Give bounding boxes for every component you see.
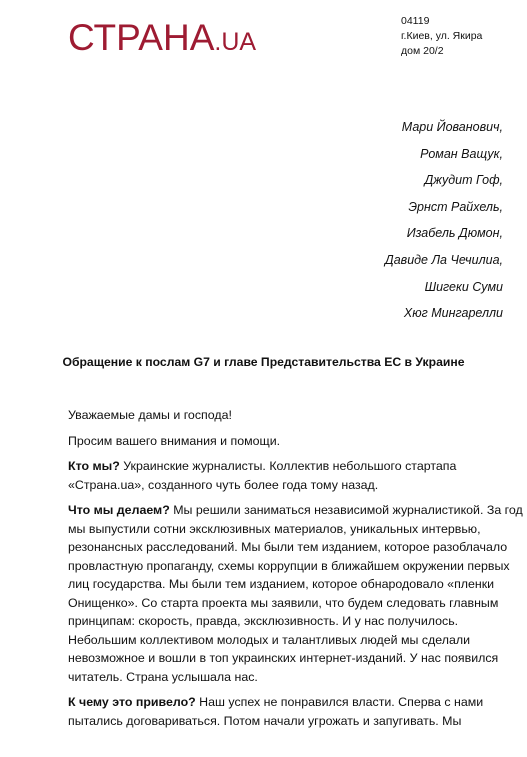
paragraph-line: провластную пропаганду, схемы коррупции в ближайшем окружении первых — [68, 558, 510, 573]
paragraph-line: пытались договариваться. Потом начали угрожать и запугивать. Мы — [68, 713, 462, 728]
who-paragraph — [68, 457, 512, 494]
paragraph-line: лиц государства. Мы были тем изданием, которое обнародовало «пленки — [68, 577, 495, 591]
recipient-name: Мари Йованович, — [401, 120, 503, 134]
paragraph-line: невозможное и вошли в топ украинских интернет-изданий. У нас появился — [68, 651, 499, 665]
paragraph-line: Небольшим коллективом молодых и талантливых людей мы сделали — [68, 632, 471, 647]
address-line: 04119 — [401, 15, 430, 27]
greeting-text: Уважаемые дамы и господа! — [68, 408, 232, 422]
recipient-name: Джудит Гоф, — [424, 173, 503, 188]
who-text: Украинские журналисты. Коллектив небольшого стартапа — [119, 459, 457, 473]
address-block — [401, 14, 482, 59]
paragraph-line — [68, 501, 523, 520]
recipient-name: Роман Ващук, — [420, 146, 503, 161]
strana-ua-logo — [68, 18, 256, 58]
what-text: Мы решили заниматься независимой журналистикой. За год — [169, 503, 523, 517]
request-text: Просим вашего внимания и помощи. — [68, 433, 281, 448]
recipients-list — [243, 114, 503, 327]
what-question: Что мы делаем? — [68, 503, 170, 517]
recipient-name: Давиде Ла Чечилиа, — [384, 252, 503, 267]
paragraph-line: принципам: скорость, правда, эксклюзивность. И у нас получилось. — [68, 614, 459, 628]
address-line: г.Киев, ул. Якира — [401, 30, 483, 42]
logo-dot: . — [214, 28, 222, 56]
paragraph-line: мы выпустили сотни эксклюзивных материалов, уникальных интервью, — [68, 521, 481, 536]
logo-ua-text: UA — [221, 28, 257, 56]
address-line: дом 20/2 — [401, 45, 444, 57]
what-paragraph — [68, 501, 523, 686]
document-title: Обращение к послам G7 и главе Представительства ЕС в Украине — [62, 355, 465, 369]
paragraph-line: Онищенко». Со старта проекта мы заявили, что будем следовать главным — [68, 595, 499, 610]
paragraph-line: резонансных расследований. Мы были тем изданием, которое разоблачало — [68, 540, 508, 554]
request-paragraph — [68, 432, 512, 451]
recipient-name: Изабель Дюмон, — [406, 226, 503, 241]
paragraph-line — [68, 693, 512, 712]
result-text: Наш успех не понравился власти. Сперва с нами — [195, 695, 484, 709]
paragraph-line: читатель. Страна услышала нас. — [68, 669, 258, 684]
result-question: К чему это привело? — [68, 695, 196, 709]
letter-body — [68, 406, 523, 737]
recipient-name: Хюг Мингарелли — [403, 306, 503, 321]
result-paragraph — [68, 693, 512, 730]
paragraph-line: «Страна.ua», созданного чуть более года тому назад. — [68, 477, 379, 492]
paragraph-line — [68, 457, 512, 476]
greeting-paragraph — [68, 406, 512, 425]
who-question: Кто мы? — [68, 459, 120, 473]
recipient-name: Эрнст Райхель, — [408, 199, 503, 214]
recipient-name: Шигеки Суми — [424, 279, 503, 294]
logo-main-text: СТРАНА — [68, 17, 215, 58]
